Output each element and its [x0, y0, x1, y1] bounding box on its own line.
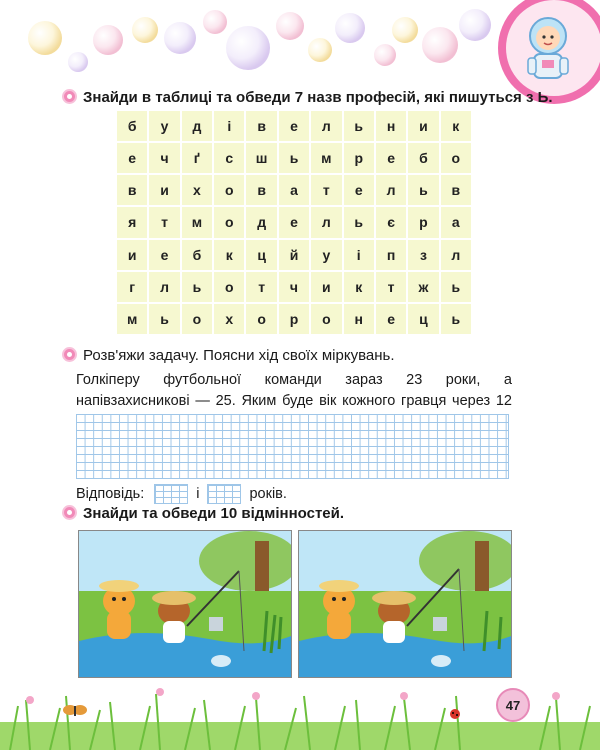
fishing-scene-right: [299, 531, 511, 677]
grid-cell[interactable]: з: [408, 240, 438, 270]
grid-cell[interactable]: е: [279, 207, 309, 237]
task-1-text: Знайди в таблиці та обведи 7 назв професій, які пишуться з Ь.: [83, 89, 553, 106]
grid-cell[interactable]: і: [344, 240, 374, 270]
grid-cell[interactable]: л: [149, 272, 179, 302]
task-3-instruction: [62, 505, 344, 522]
grid-cell[interactable]: р: [279, 304, 309, 334]
grid-cell[interactable]: ц: [408, 304, 438, 334]
grid-cell[interactable]: б: [182, 240, 212, 270]
grid-cell[interactable]: м: [311, 143, 341, 173]
grid-cell[interactable]: г: [117, 272, 147, 302]
grid-cell[interactable]: в: [246, 175, 276, 205]
grid-cell[interactable]: д: [182, 111, 212, 141]
grid-cell[interactable]: ь: [441, 272, 471, 302]
grid-cell[interactable]: и: [311, 272, 341, 302]
grid-cell[interactable]: і: [214, 111, 244, 141]
grid-cell[interactable]: о: [246, 304, 276, 334]
grid-cell[interactable]: е: [149, 240, 179, 270]
grid-cell[interactable]: о: [214, 175, 244, 205]
task-3-text: Знайди та обведи 10 відмінностей.: [83, 505, 345, 522]
problem-text: Голкіперу футбольної команди зараз 23 роки, а напівзахисникові — 25. Яким буде вік кожного гравця через 12: [76, 372, 512, 409]
grid-cell[interactable]: е: [376, 143, 406, 173]
grid-cell[interactable]: к: [344, 272, 374, 302]
grid-cell[interactable]: т: [376, 272, 406, 302]
grid-cell[interactable]: є: [376, 207, 406, 237]
task-bullet-icon: [62, 505, 77, 520]
page-number: 47: [496, 688, 530, 722]
grid-cell[interactable]: т: [149, 207, 179, 237]
letter-grid: [117, 111, 471, 334]
grid-cell[interactable]: ь: [149, 304, 179, 334]
grid-cell[interactable]: м: [117, 304, 147, 334]
grid-cell[interactable]: ь: [441, 304, 471, 334]
task-bullet-icon: [62, 89, 77, 104]
grid-cell[interactable]: о: [441, 143, 471, 173]
grid-cell[interactable]: б: [408, 143, 438, 173]
task-2-instruction: [62, 347, 395, 364]
grid-cell[interactable]: н: [376, 111, 406, 141]
grid-cell[interactable]: ч: [279, 272, 309, 302]
grid-cell[interactable]: е: [279, 111, 309, 141]
astronaut-icon: [506, 0, 600, 96]
grid-cell[interactable]: о: [214, 272, 244, 302]
answer-units: років.: [249, 486, 287, 502]
grid-cell[interactable]: ь: [279, 143, 309, 173]
grid-cell[interactable]: в: [441, 175, 471, 205]
grid-cell[interactable]: л: [311, 111, 341, 141]
grid-cell[interactable]: ґ: [182, 143, 212, 173]
answer-box-1[interactable]: [154, 484, 188, 504]
grid-cell[interactable]: б: [117, 111, 147, 141]
grid-cell[interactable]: и: [408, 111, 438, 141]
grid-cell[interactable]: ь: [182, 272, 212, 302]
grid-cell[interactable]: ь: [408, 175, 438, 205]
grid-cell[interactable]: а: [441, 207, 471, 237]
grid-cell[interactable]: е: [344, 175, 374, 205]
picture-left[interactable]: [78, 530, 292, 678]
grid-cell[interactable]: о: [311, 304, 341, 334]
grid-cell[interactable]: п: [376, 240, 406, 270]
grid-cell[interactable]: н: [344, 304, 374, 334]
picture-right[interactable]: [298, 530, 512, 678]
task-bullet-icon: [62, 347, 77, 362]
grid-cell[interactable]: т: [311, 175, 341, 205]
grid-cell[interactable]: р: [408, 207, 438, 237]
grid-cell[interactable]: к: [214, 240, 244, 270]
grid-cell[interactable]: ч: [149, 143, 179, 173]
grid-cell[interactable]: й: [279, 240, 309, 270]
grid-cell[interactable]: у: [311, 240, 341, 270]
grid-cell[interactable]: и: [149, 175, 179, 205]
task-2-text: Розв'яжи задачу. Поясни хід своїх міркувань.: [83, 347, 395, 364]
grid-cell[interactable]: л: [311, 207, 341, 237]
answer-line: [76, 484, 287, 504]
graph-paper-answer-area[interactable]: [76, 414, 509, 479]
answer-and: і: [196, 486, 200, 502]
grid-cell[interactable]: я: [117, 207, 147, 237]
grid-cell[interactable]: е: [117, 143, 147, 173]
fishing-scene-left: [79, 531, 291, 677]
answer-label: Відповідь:: [76, 486, 145, 502]
answer-box-2[interactable]: [207, 484, 241, 504]
grid-cell[interactable]: ц: [246, 240, 276, 270]
grid-cell[interactable]: и: [117, 240, 147, 270]
grid-cell[interactable]: в: [117, 175, 147, 205]
grid-cell[interactable]: д: [246, 207, 276, 237]
grid-cell[interactable]: о: [214, 207, 244, 237]
grid-cell[interactable]: х: [182, 175, 212, 205]
grid-cell[interactable]: с: [214, 143, 244, 173]
grid-cell[interactable]: о: [182, 304, 212, 334]
ladybug-icon: [450, 709, 460, 719]
grid-cell[interactable]: к: [441, 111, 471, 141]
grid-cell[interactable]: х: [214, 304, 244, 334]
grid-cell[interactable]: т: [246, 272, 276, 302]
grid-cell[interactable]: ь: [344, 111, 374, 141]
grid-cell[interactable]: ж: [408, 272, 438, 302]
grid-cell[interactable]: л: [376, 175, 406, 205]
grid-cell[interactable]: в: [246, 111, 276, 141]
grid-cell[interactable]: л: [441, 240, 471, 270]
grid-cell[interactable]: у: [149, 111, 179, 141]
grid-cell[interactable]: р: [344, 143, 374, 173]
task-1-instruction: [62, 89, 553, 106]
grid-cell[interactable]: ш: [246, 143, 276, 173]
butterfly-icon: [63, 705, 87, 716]
grid-cell[interactable]: а: [279, 175, 309, 205]
grid-cell[interactable]: е: [376, 304, 406, 334]
grid-cell[interactable]: ь: [344, 207, 374, 237]
grid-cell[interactable]: м: [182, 207, 212, 237]
